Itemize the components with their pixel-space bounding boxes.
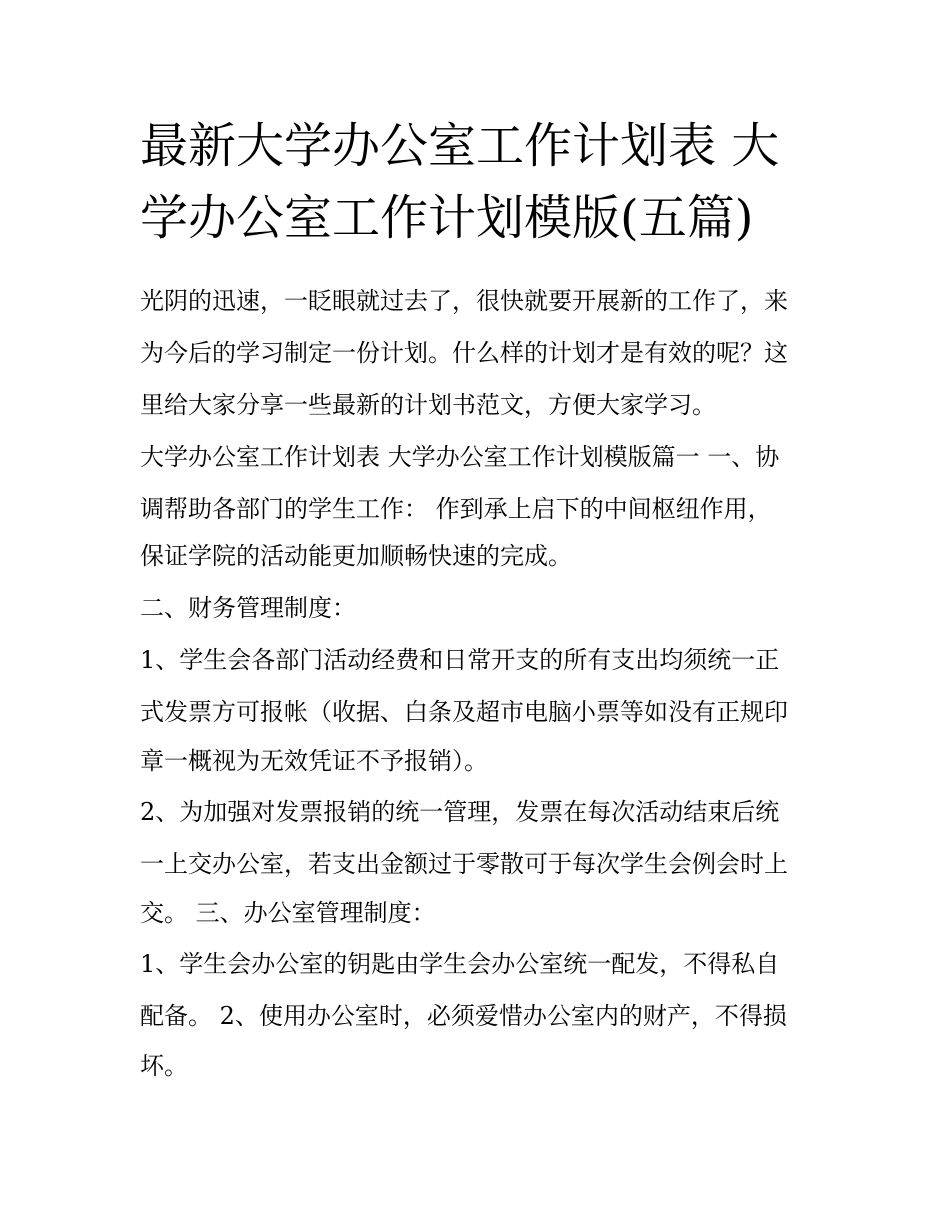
body-line: 1、学生会办公室的钥匙由学生会办公室统一配发，不得私自	[140, 950, 780, 978]
title-line: 学办公室工作计划模版(五篇)	[140, 190, 754, 246]
section-heading: 二、财务管理制度：	[140, 594, 356, 622]
body-line: 章一概视为无效凭证不予报销）。	[140, 747, 488, 775]
body-line: 坏。	[140, 1052, 188, 1080]
body-line: 光阴的迅速，一眨眼就过去了，很快就要开展新的工作了，来	[140, 287, 788, 315]
body-line: 2、为加强对发票报销的统一管理，发票在每次活动结束后统	[140, 798, 780, 826]
body-line: 交。 三、办公室管理制度：	[140, 899, 436, 927]
body-line: 调帮助各部门的学生工作： 作到承上启下的中间枢纽作用，	[140, 495, 772, 523]
body-line: 保证学院的活动能更加顺畅快速的完成。	[140, 542, 572, 570]
body-line: 大学办公室工作计划表 大学办公室工作计划模版篇一 一、协	[140, 443, 780, 471]
body-line: 1、学生会各部门活动经费和日常开支的所有支出均须统一正	[140, 646, 780, 674]
body-line: 配备。 2、使用办公室时，必须爱惜办公室内的财产，不得损	[140, 1002, 787, 1030]
document-title	[140, 110, 830, 254]
title-line: 最新大学办公室工作计划表 大	[140, 118, 780, 174]
body-line: 式发票方可报帐（收据、白条及超市电脑小票等如没有正规印	[140, 698, 788, 726]
body-line: 一上交办公室，若支出金额过于零散可于每次学生会例会时上	[140, 850, 788, 878]
body-line: 里给大家分享一些最新的计划书范文，方便大家学习。	[140, 391, 716, 419]
body-line: 为今后的学习制定一份计划。什么样的计划才是有效的呢？这	[140, 339, 788, 367]
